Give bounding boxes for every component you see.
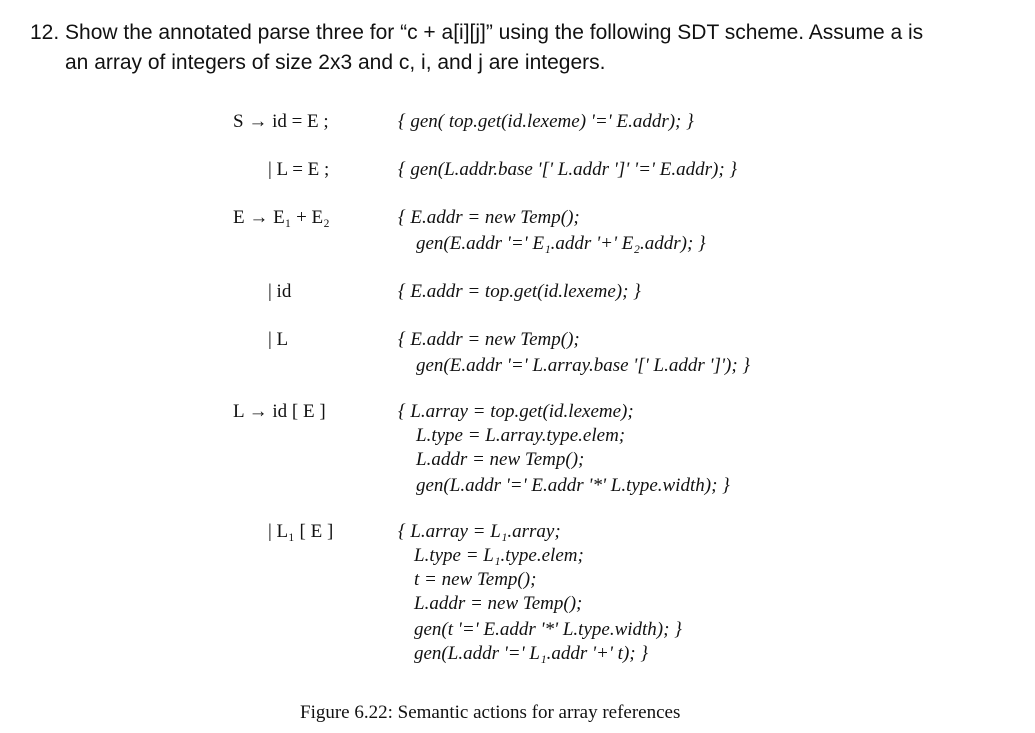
action-line: t = new Temp();: [414, 569, 537, 590]
production: S → id = E ;: [233, 111, 329, 132]
action-line: { E.addr = new Temp();: [398, 329, 580, 350]
action-line: gen(E.addr '=' L.array.base '[' L.addr ']'); }: [416, 355, 751, 376]
action-line: { gen( top.get(id.lexeme) '=' E.addr); }: [398, 111, 694, 132]
action-line: L.addr = new Temp();: [416, 449, 585, 470]
action-line: gen(L.addr '=' E.addr '*' L.type.width); }: [416, 475, 730, 496]
production: | L: [268, 329, 289, 350]
figure-caption: Figure 6.22: Semantic actions for array references: [300, 702, 681, 723]
action-line: { L.array = L₁.array;: [398, 521, 561, 542]
action-line: gen(t '=' E.addr '*' L.type.width); }: [414, 619, 682, 640]
production: | id: [268, 281, 292, 302]
action-line: L.type = L.array.type.elem;: [416, 425, 626, 446]
production: L → id [ E ]: [233, 401, 326, 422]
action-line: { L.array = top.get(id.lexeme);: [398, 401, 634, 422]
question-line-1: 12. Show the annotated parse three for “c + a[i][j]” using the following SDT scheme. Assume a is: [30, 21, 924, 44]
action-line: L.addr = new Temp();: [414, 593, 583, 614]
action-line: L.type = L₁.type.elem;: [414, 545, 584, 566]
action-line: gen(E.addr '=' E₁.addr '+' E₂.addr); }: [416, 233, 706, 254]
production: | L₁ [ E ]: [268, 521, 334, 542]
action-line: { E.addr = new Temp();: [398, 207, 580, 228]
action-line: { E.addr = top.get(id.lexeme); }: [398, 281, 641, 302]
production: | L = E ;: [268, 159, 330, 180]
action-line: { gen(L.addr.base '[' L.addr ']' '=' E.addr); }: [398, 159, 737, 180]
production: E → E₁ + E₂: [233, 207, 330, 228]
action-line: gen(L.addr '=' L₁.addr '+' t); }: [414, 643, 648, 664]
question-line-2: an array of integers of size 2x3 and c, i, and j are integers.: [65, 51, 606, 74]
